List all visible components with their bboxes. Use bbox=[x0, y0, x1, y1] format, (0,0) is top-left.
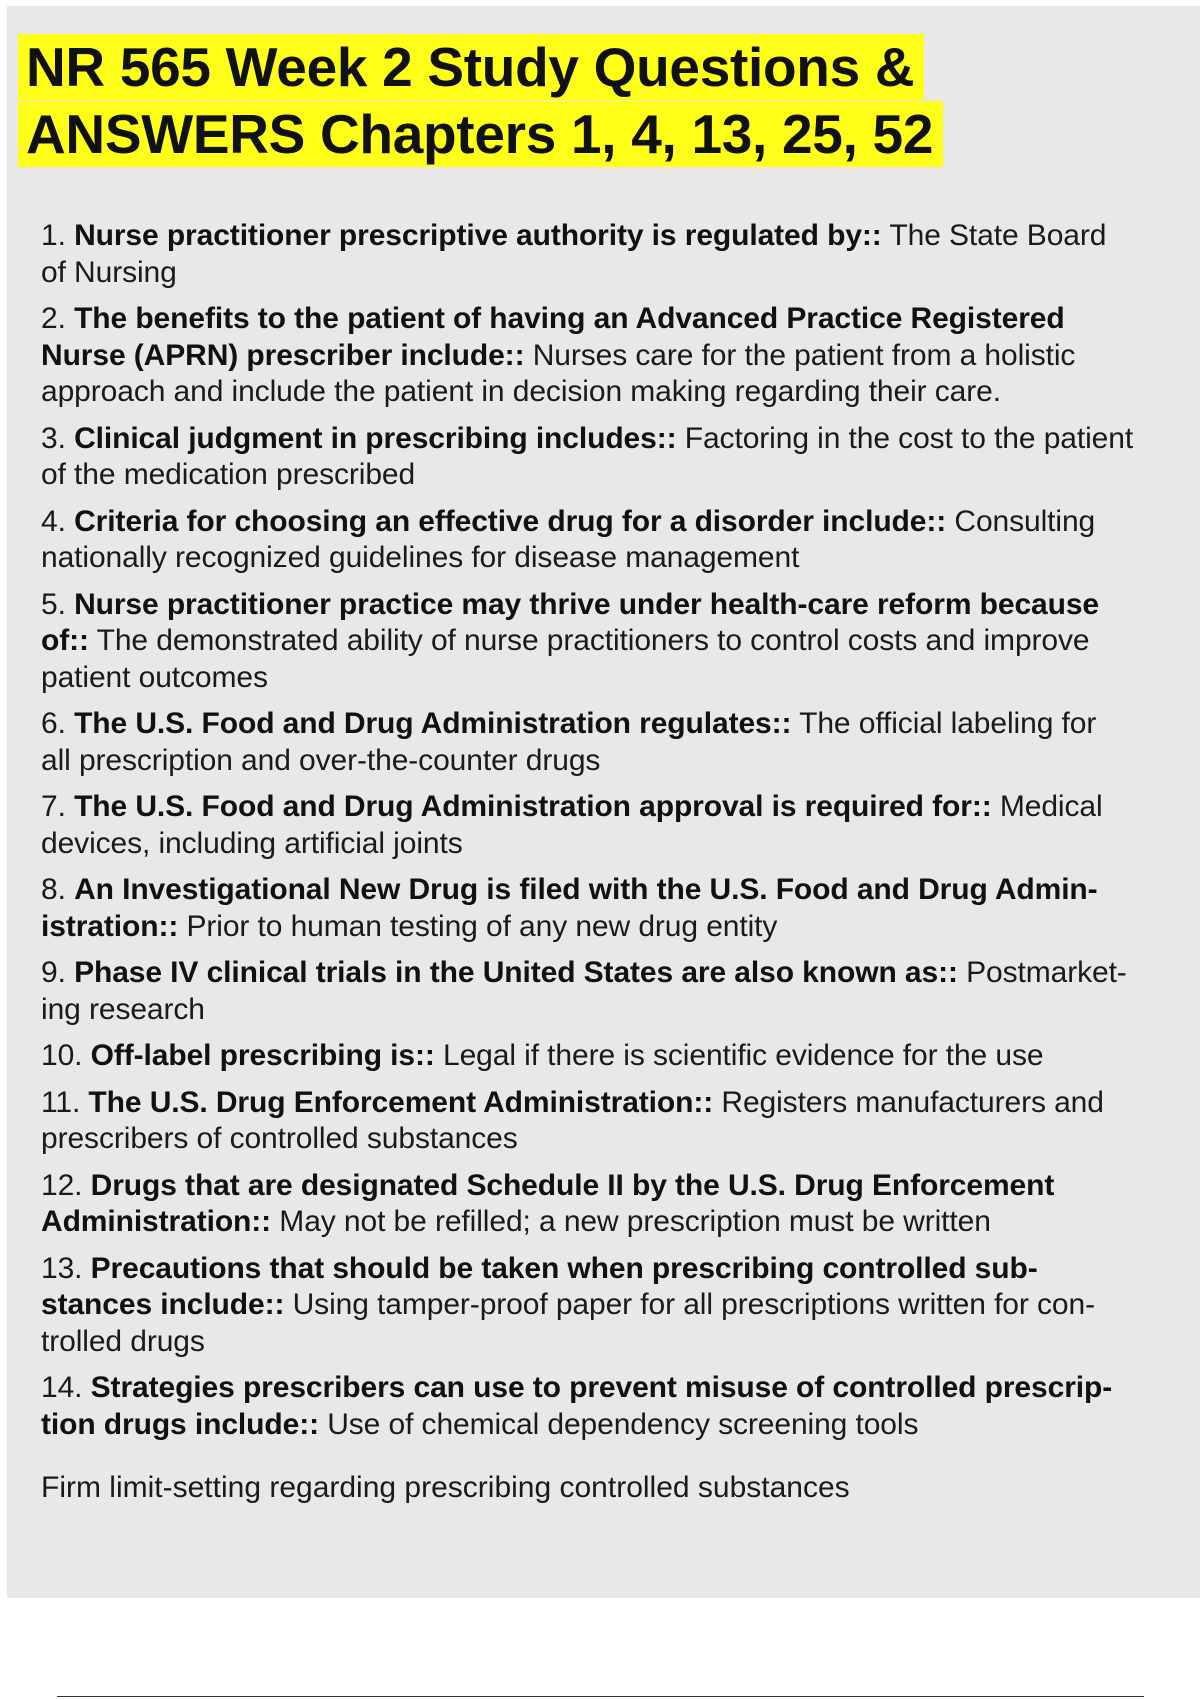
item-number: 9. bbox=[41, 956, 75, 989]
title-line-2: ANSWERS Chapters 1, 4, 13, 25, 52 bbox=[18, 101, 943, 167]
item-number: 14. bbox=[41, 1371, 91, 1404]
qa-item bbox=[41, 1251, 1200, 1361]
qa-line bbox=[41, 706, 1200, 743]
title-line-1: NR 565 Week 2 Study Questions & bbox=[18, 34, 924, 100]
question-text: stances include:: bbox=[41, 1288, 285, 1321]
qa-item bbox=[41, 1370, 1200, 1443]
item-number: 12. bbox=[41, 1168, 91, 1202]
item-number: 5. bbox=[41, 587, 75, 621]
page-title bbox=[18, 34, 943, 168]
qa-line bbox=[41, 1251, 1200, 1288]
qa-line bbox=[41, 743, 1200, 780]
qa-line bbox=[41, 218, 1200, 255]
qa-item bbox=[41, 955, 1200, 1028]
qa-line bbox=[41, 1287, 1200, 1324]
answer-text: Factoring in the cost to the patient bbox=[676, 421, 1134, 455]
answer-text: The official labeling for bbox=[791, 707, 1097, 740]
answer-text: prescribers of controlled substances bbox=[41, 1122, 518, 1155]
question-text: Drugs that are designated Schedule II by the U.S. Drug Enforcement bbox=[90, 1168, 1055, 1202]
item-number: 10. bbox=[41, 1039, 91, 1072]
qa-line bbox=[41, 1407, 1200, 1444]
item-number: 1. bbox=[41, 219, 75, 252]
qa-line bbox=[41, 872, 1200, 909]
question-text: Precautions that should be taken when prescribing controlled sub- bbox=[90, 1251, 1038, 1285]
item-number: 4. bbox=[41, 504, 75, 538]
qa-line bbox=[41, 1204, 1200, 1241]
question-text: The benefits to the patient of having an Advanced Practice Registered bbox=[74, 302, 1065, 335]
answer-text: Consulting bbox=[946, 504, 1096, 538]
answer-text: trolled drugs bbox=[41, 1324, 205, 1358]
qa-item bbox=[41, 789, 1200, 862]
qa-item bbox=[41, 421, 1200, 494]
answer-text: Use of chemical dependency screening tools bbox=[318, 1407, 919, 1441]
document-page bbox=[7, 6, 1200, 1598]
answer-text: Prior to human testing of any new drug entity bbox=[178, 909, 778, 943]
qa-item bbox=[41, 1085, 1200, 1158]
question-text: Nurse practitioner prescriptive authority is regulated by:: bbox=[74, 219, 882, 252]
question-text: The U.S. Drug Enforcement Administration:: bbox=[88, 1085, 714, 1119]
qa-line bbox=[41, 587, 1200, 624]
qa-line bbox=[41, 789, 1200, 826]
question-text: Nurse practitioner practice may thrive under health-care reform because bbox=[74, 587, 1100, 621]
qa-line bbox=[41, 421, 1200, 458]
qa-line bbox=[41, 1121, 1200, 1158]
answer-text: Nurses care for the patient from a holistic bbox=[524, 338, 1076, 372]
qa-line bbox=[41, 955, 1200, 992]
question-text: The U.S. Food and Drug Administration approval is required for:: bbox=[74, 790, 992, 823]
qa-line bbox=[41, 826, 1200, 863]
qa-item bbox=[41, 504, 1200, 577]
question-text: Nurse (APRN) prescriber include:: bbox=[41, 338, 525, 372]
qa-line bbox=[41, 540, 1200, 577]
additional-answer: Firm limit-setting regarding prescribing controlled substances bbox=[41, 1471, 850, 1504]
item-number: 13. bbox=[41, 1251, 91, 1285]
question-text: An Investigational New Drug is filed with the U.S. Food and Drug Admin- bbox=[74, 873, 1098, 906]
qa-line bbox=[41, 374, 1200, 411]
question-text: The U.S. Food and Drug Administration regulates:: bbox=[74, 707, 792, 740]
qa-line bbox=[41, 1038, 1200, 1075]
item-number: 7. bbox=[41, 790, 75, 823]
answer-text: May not be refilled; a new prescription must be written bbox=[271, 1205, 991, 1238]
question-text: Criteria for choosing an effective drug for a disorder include:: bbox=[74, 504, 947, 538]
qa-item bbox=[41, 1038, 1200, 1075]
qa-line bbox=[41, 301, 1200, 338]
qa-item bbox=[41, 218, 1200, 291]
qa-item bbox=[41, 1168, 1200, 1241]
qa-item bbox=[41, 872, 1200, 945]
qa-item bbox=[41, 706, 1200, 779]
answer-text: devices, including artificial joints bbox=[41, 826, 463, 860]
qa-line bbox=[41, 255, 1200, 292]
question-text: of:: bbox=[41, 624, 89, 657]
qa-line bbox=[41, 660, 1200, 697]
qa-item bbox=[41, 587, 1200, 697]
qa-line bbox=[41, 1168, 1200, 1205]
qa-item bbox=[41, 301, 1200, 411]
qa-line bbox=[41, 504, 1200, 541]
answer-text: patient outcomes bbox=[41, 660, 268, 694]
item-number: 2. bbox=[41, 302, 75, 335]
answer-text: of the medication prescribed bbox=[41, 458, 416, 491]
question-text: Off-label prescribing is:: bbox=[90, 1039, 435, 1072]
answer-text: The demonstrated ability of nurse practitioners to control costs and improve bbox=[88, 624, 1090, 657]
answer-text: of Nursing bbox=[41, 255, 177, 289]
answer-text: Legal if there is scientific evidence for the use bbox=[434, 1039, 1044, 1072]
answer-text: Registers manufacturers and bbox=[713, 1085, 1104, 1119]
qa-line bbox=[41, 623, 1200, 660]
qa-line bbox=[41, 457, 1200, 494]
item-number: 6. bbox=[41, 707, 75, 740]
question-text: Administration:: bbox=[41, 1205, 272, 1238]
question-text: Clinical judgment in prescribing includes:: bbox=[74, 421, 677, 455]
footer-divider bbox=[57, 1696, 1144, 1697]
qa-line bbox=[41, 992, 1200, 1029]
answer-text: Postmarket- bbox=[957, 956, 1127, 989]
item-number: 8. bbox=[41, 873, 75, 906]
question-text: Phase IV clinical trials in the United States are also known as:: bbox=[74, 956, 958, 989]
answer-text: The State Board bbox=[881, 219, 1107, 252]
qa-line bbox=[41, 338, 1200, 375]
answer-text: ing research bbox=[41, 992, 205, 1026]
item-number: 11. bbox=[41, 1085, 89, 1119]
answer-text: Medical bbox=[991, 790, 1103, 823]
question-list bbox=[41, 218, 1200, 1453]
qa-line bbox=[41, 1370, 1200, 1407]
qa-line bbox=[41, 909, 1200, 946]
answer-text: approach and include the patient in decision making regarding their care. bbox=[41, 375, 1001, 408]
answer-text: all prescription and over-the-counter drugs bbox=[41, 743, 601, 777]
answer-text: nationally recognized guidelines for disease management bbox=[41, 541, 800, 574]
question-text: Strategies prescribers can use to prevent misuse of controlled prescrip- bbox=[90, 1371, 1113, 1404]
answer-text: Using tamper-proof paper for all prescriptions written for con- bbox=[284, 1288, 1095, 1321]
item-number: 3. bbox=[41, 421, 75, 455]
question-text: tion drugs include:: bbox=[41, 1407, 319, 1441]
question-text: istration:: bbox=[41, 909, 179, 943]
qa-line bbox=[41, 1085, 1200, 1122]
qa-line bbox=[41, 1324, 1200, 1361]
